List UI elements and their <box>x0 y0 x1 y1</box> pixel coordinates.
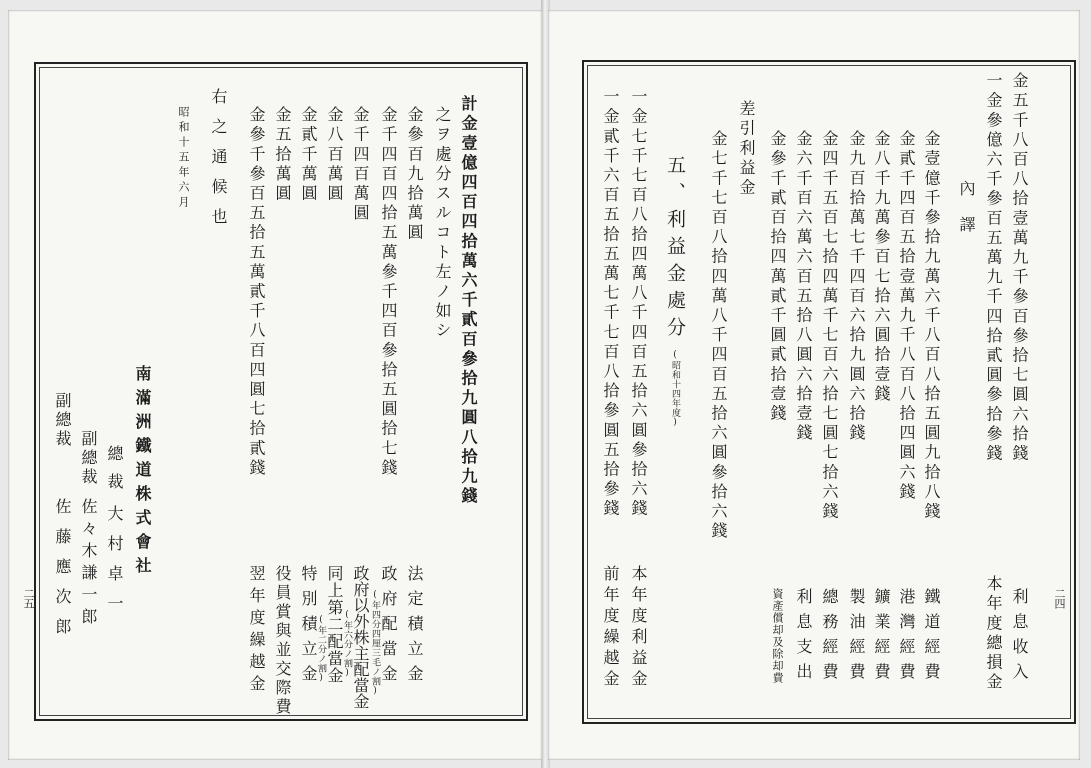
section-note: (昭和十四年度) <box>670 350 680 428</box>
breakdown-label-4: 製油經費 <box>847 588 866 688</box>
closing-text: 右之通候也 <box>209 88 228 238</box>
officer-name-3: 佐藤應次郎 <box>53 498 72 648</box>
left-page <box>8 10 542 760</box>
breakdown-label-7: 資產償却及除却費 <box>771 588 784 684</box>
document-date: 昭和十五年六月 <box>177 106 190 211</box>
officer-name-1-visible: 大村卓一 <box>105 505 124 625</box>
income-amount: 金五千八百八拾壹萬九千參百參拾七圓六拾錢 <box>1010 72 1029 464</box>
breakdown-label-6: 利息支出 <box>794 588 813 688</box>
disposal-note-3: (年六分ノ割) <box>342 610 352 679</box>
disposal-note-4: (年二分ノ割) <box>316 615 326 684</box>
disposal-intro: 之ヲ處分スルコト左ノ如シ <box>433 106 452 342</box>
breakdown-amount-7: 金參千貳百拾四萬貳千圓貳拾壹錢 <box>768 130 787 424</box>
company-name: 南滿洲鐵道株式會社 <box>133 365 152 581</box>
page-number-left: 二五 <box>22 588 35 608</box>
breakdown-amount-1: 金壹億千參拾九萬六千八百八拾五圓九拾八錢 <box>922 130 941 522</box>
disposal-amount-1: 金參百九拾萬圓 <box>405 106 424 244</box>
disposal-amount-4: 金八百萬圓 <box>325 106 344 204</box>
officer-name-2: 佐々木謙一郎 <box>79 498 98 630</box>
disposal-note-2: (年四分四厘三毛ノ割) <box>370 590 380 697</box>
total-loss-label: 本年度總損金 <box>984 575 1003 693</box>
disposal-label-7: 翌年度繰越金 <box>247 565 266 697</box>
officer-title-2: 副總裁 <box>79 430 98 487</box>
profit-line-2-amount: 一金貳千六百五拾五萬七千七百八拾參圓五拾參錢 <box>601 88 620 520</box>
disposal-label-2: 政府配當金 <box>379 565 398 690</box>
disposal-amount-6: 金五拾萬圓 <box>273 106 292 204</box>
disposal-label-6: 役員賞與並交際費 <box>273 565 292 717</box>
net-profit-amount: 金七千七百八拾四萬八千四百五拾六圓參拾六錢 <box>709 130 728 542</box>
breakdown-amount-4: 金九百拾萬七千四百六拾九圓六拾錢 <box>847 130 866 444</box>
disposal-label-3: 政府以外株主配當金 <box>351 565 370 709</box>
right-page <box>548 10 1080 760</box>
breakdown-title: 內譯 <box>957 180 976 252</box>
officer-title-3: 副總裁 <box>53 392 72 449</box>
disposal-label-4: 同上第二配當金 <box>325 565 344 684</box>
disposal-amount-7: 金參千參百五拾五萬貳千八百四圓七拾貳錢 <box>247 106 266 479</box>
breakdown-amount-5: 金四千五百七拾四萬千七百六拾七圓七拾六錢 <box>820 130 839 522</box>
disposal-amount-2: 金千四百四拾五萬參千四百參拾五圓拾七錢 <box>379 106 398 479</box>
disposal-label-1: 法定積立金 <box>405 565 424 690</box>
profit-line-1-amount: 一金七千七百八拾四萬八千四百五拾六圓參拾六錢 <box>629 88 648 520</box>
net-profit-label: 差引利益金 <box>737 100 756 198</box>
profit-line-2-label: 前年度繰越金 <box>601 565 620 691</box>
breakdown-amount-6: 金六千百六萬六百五拾八圓六拾壹錢 <box>794 130 813 444</box>
profit-line-1-label: 本年度利益金 <box>629 565 648 691</box>
breakdown-label-1: 鐵道經費 <box>922 588 941 688</box>
page-number-right: 二四 <box>1053 588 1066 608</box>
disposal-amount-5: 金貳千萬圓 <box>299 106 318 204</box>
breakdown-label-3: 鑛業經費 <box>872 588 891 688</box>
section-title: 五、利益金處分 <box>664 155 686 344</box>
officer-title-1: 總裁 <box>105 445 124 501</box>
total-amount: 計金壹億四百四拾萬六千貳百參拾九圓八拾九錢 <box>459 95 478 507</box>
breakdown-amount-3: 金八千九萬參百七拾六圓拾壹錢 <box>872 130 891 405</box>
disposal-label-5: 特別積立金 <box>299 565 318 690</box>
breakdown-label-5: 總務經費 <box>820 588 839 688</box>
total-loss-amount: 一金參億六千參百五萬九千四拾貳圓參拾參錢 <box>984 72 1003 464</box>
disposal-amount-3: 金千四百萬圓 <box>351 106 370 224</box>
breakdown-amount-2: 金貳千四百五拾壹萬九千八百八拾四圓六錢 <box>897 130 916 503</box>
income-label: 利息收入 <box>1010 588 1029 688</box>
breakdown-label-2: 港灣經費 <box>897 588 916 688</box>
